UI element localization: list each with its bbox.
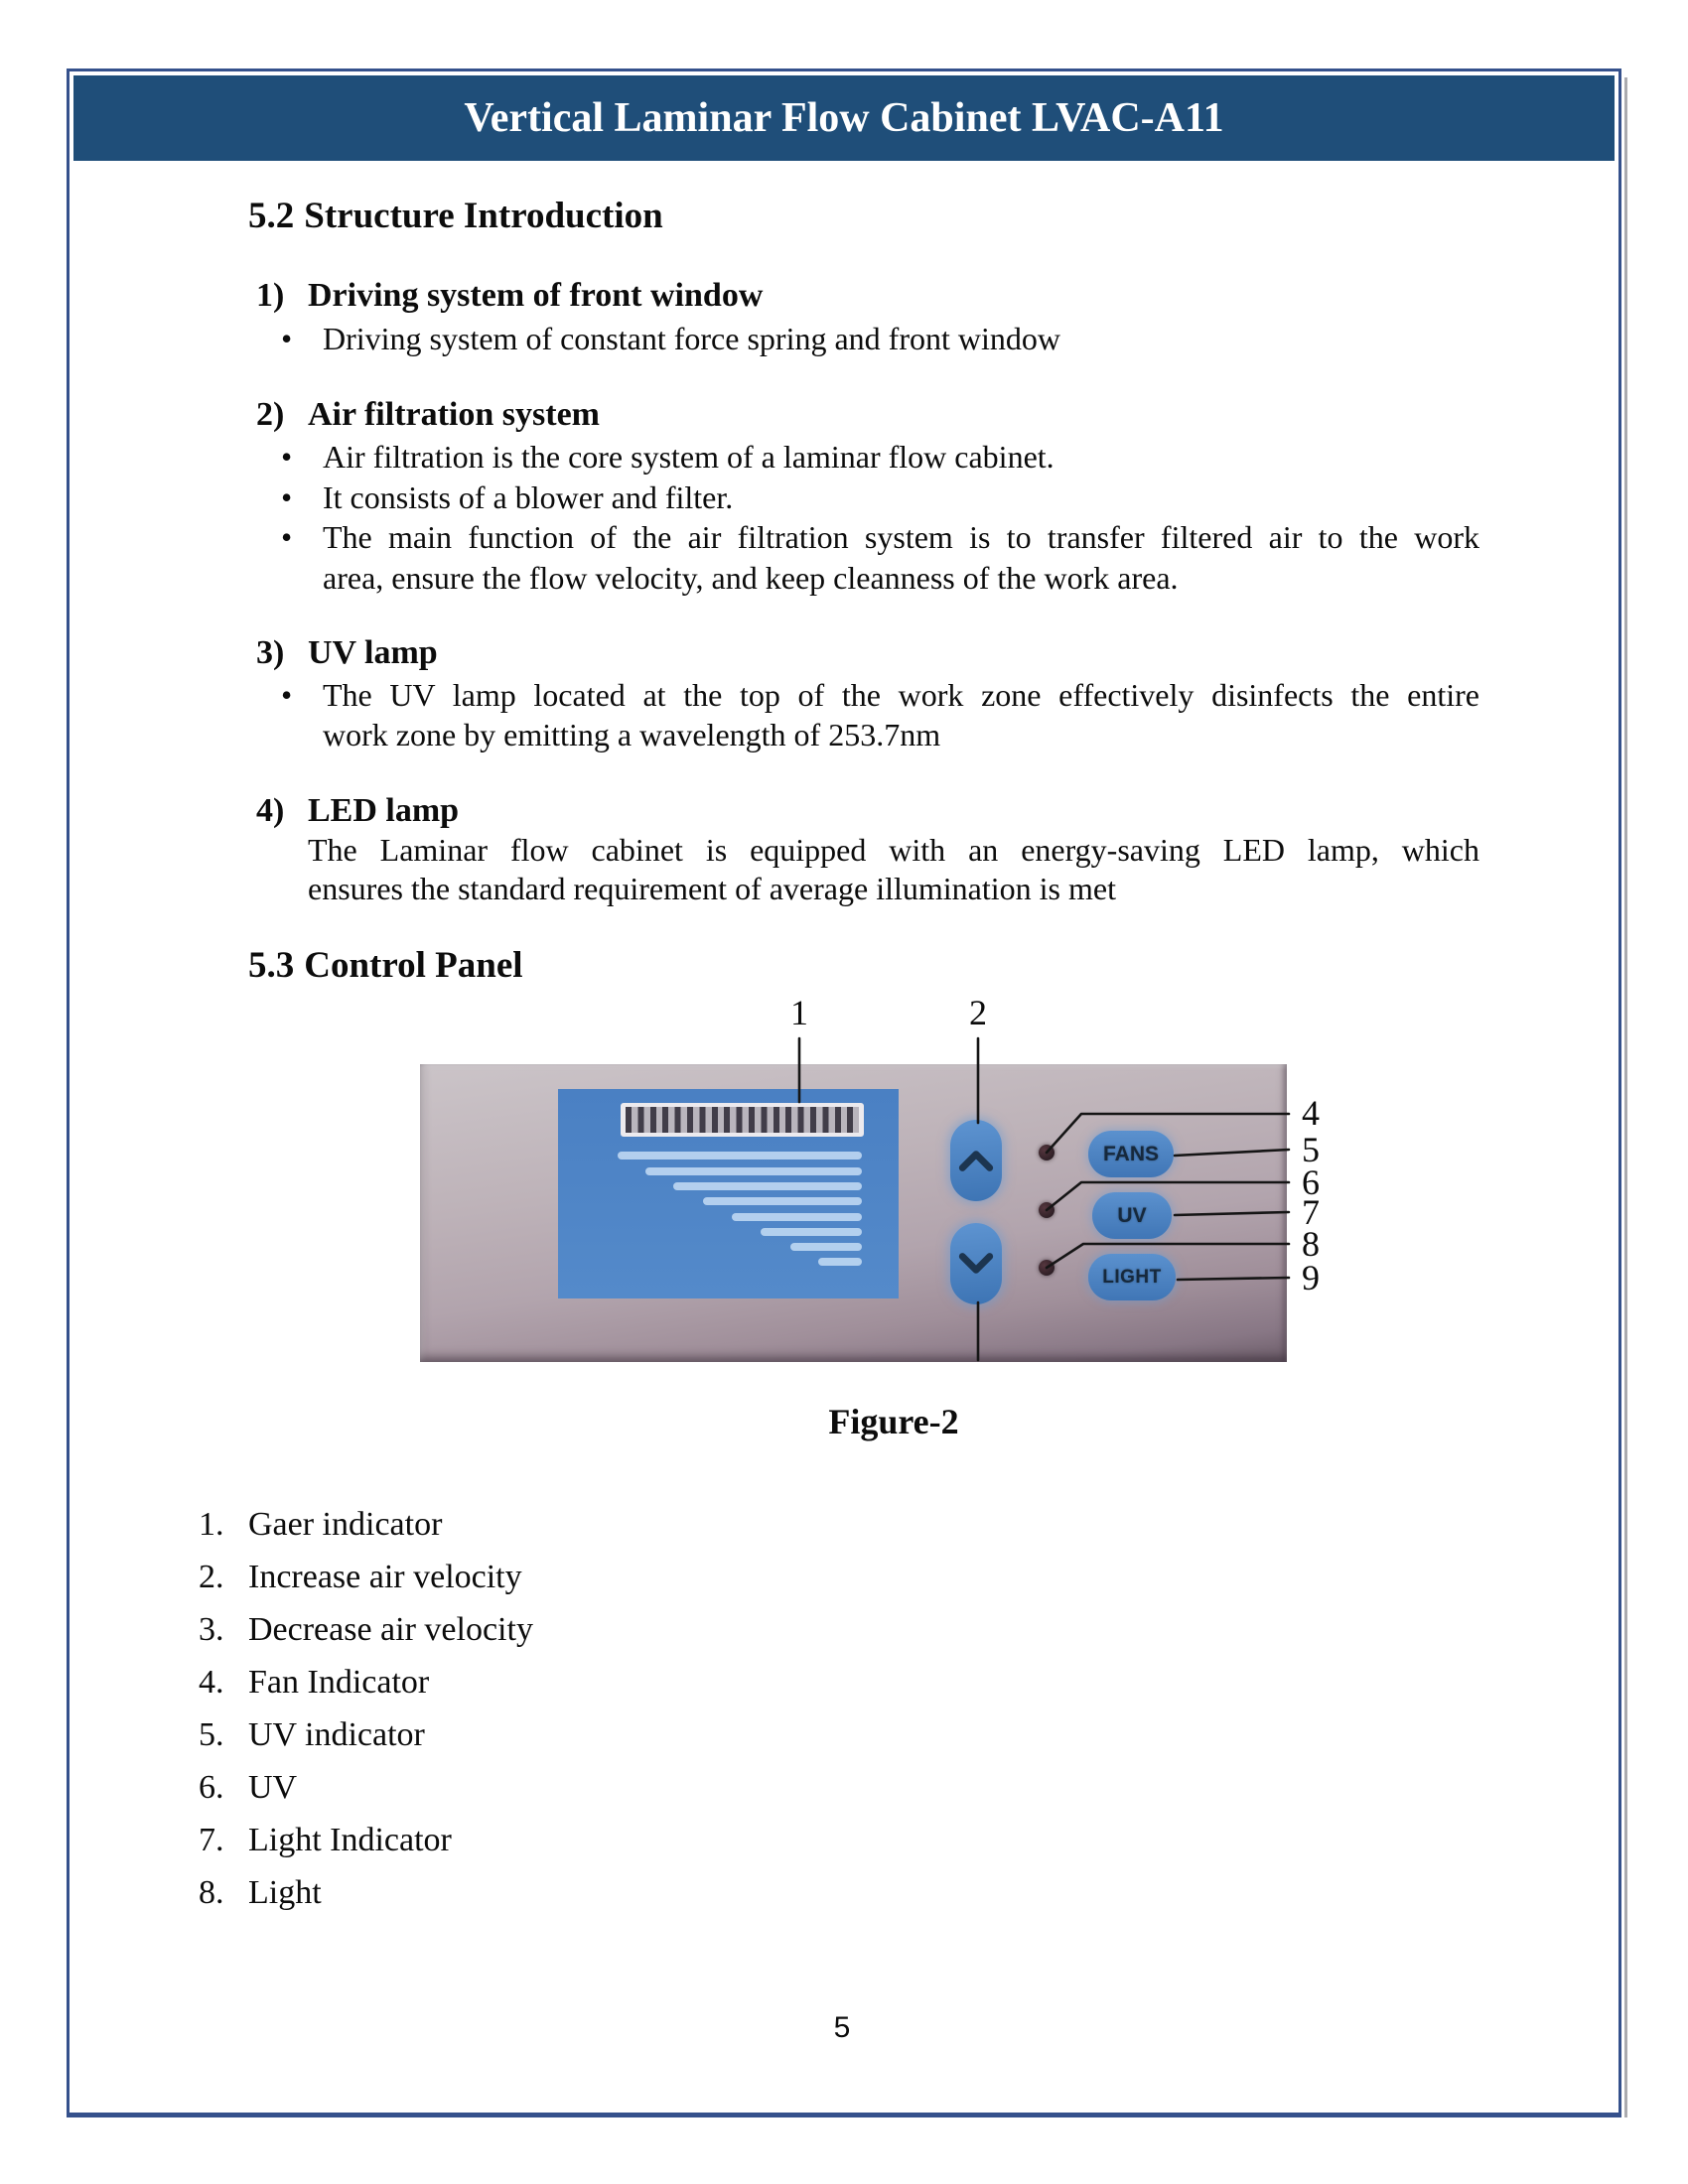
section-title: Structure Introduction [304,196,663,236]
legend-item [199,1814,533,1866]
section-title: Control Panel [304,945,523,986]
bullet-text: Air filtration is the core system of a laminar flow cabinet. [323,439,1055,475]
page-number: 5 [833,2011,851,2044]
callout-number-1: 1 [790,993,808,1032]
paragraph-line: ensures the standard requirement of average illumination is met [308,871,1116,906]
legend-label: Decrease air velocity [248,1611,533,1648]
legend-label: UV indicator [248,1716,425,1753]
bullet-icon: • [281,479,293,515]
legend-item [199,1761,533,1814]
legend-item [199,1708,533,1761]
legend-label: UV [248,1769,298,1806]
legend-label: Increase air velocity [248,1559,522,1595]
callout-number-8: 8 [1302,1224,1320,1264]
bullet-item [281,517,1479,599]
bullet-text-line: work zone by emitting a wavelength of 253.7nm [323,717,941,752]
legend-number: 6. [199,1769,224,1806]
legend-label: Light [248,1874,322,1911]
figure-caption: Figure-2 [828,1402,959,1441]
item-heading-3 [256,631,438,675]
callout-number-4: 4 [1302,1093,1320,1133]
legend-label: Gaer indicator [248,1506,443,1543]
legend-number: 1. [199,1506,224,1543]
uv-button: UV [1092,1192,1172,1239]
legend-number: 2. [199,1559,224,1595]
callout-lines-overlay [0,983,1688,1400]
bullet-item [281,675,1479,754]
legend-number: 4. [199,1664,224,1701]
item-heading-2 [256,393,600,437]
callout-number-5: 5 [1302,1130,1320,1169]
bullet-text: Driving system of constant force spring and front window [323,321,1060,356]
bullet-item [281,478,1479,518]
legend-item [199,1551,533,1603]
item-title: Driving system of front window [308,277,764,314]
item-title: LED lamp [308,792,460,829]
legend-item [199,1603,533,1656]
item-number: 1) [256,277,285,314]
legend-number: 7. [199,1822,224,1858]
bullet-item [281,437,1479,478]
legend-label: Light Indicator [248,1822,452,1858]
bullet-icon: • [281,321,293,356]
light-button: LIGHT [1088,1254,1176,1300]
item-number: 4) [256,792,285,829]
bullet-icon: • [281,677,293,713]
legend-number: 8. [199,1874,224,1911]
callout-number-6: 6 [1302,1162,1320,1202]
callout-line-5 [1175,1150,1289,1156]
item-number: 2) [256,396,285,433]
callout-number-7: 7 [1302,1192,1320,1232]
bullet-icon: • [281,439,293,475]
bullet-text: It consists of a blower and filter. [323,479,734,515]
bullet-text-line: The UV lamp located at the top of the work zone effectively disinfects the entire [323,677,1479,713]
callout-line-8 [1047,1244,1289,1268]
legend-number: 3. [199,1611,224,1648]
callout-number-2: 2 [969,993,987,1032]
callout-line-7 [1175,1212,1289,1215]
bullet-text-line: area, ensure the flow velocity, and keep cleanness of the work area. [323,560,1179,596]
item-title: UV lamp [308,634,438,671]
section-heading-5-3 [248,944,523,988]
callout-line-6 [1047,1182,1289,1210]
legend-list [199,1498,533,1919]
page-title: Vertical Laminar Flow Cabinet LVAC-A11 [464,95,1224,141]
legend-label: Fan Indicator [248,1664,430,1701]
legend-number: 5. [199,1716,224,1753]
section-number: 5.3 [248,945,295,986]
legend-item [199,1498,533,1551]
item-heading-4 [256,789,459,833]
item-title: Air filtration system [308,396,600,433]
item-paragraph [308,831,1479,908]
fans-button: FANS [1088,1131,1174,1177]
callout-line-4 [1047,1114,1289,1153]
bullet-item [281,319,1479,359]
item-number: 3) [256,634,285,671]
bullet-icon: • [281,519,293,555]
legend-item [199,1656,533,1708]
item-heading-1 [256,274,763,318]
section-heading-5-2 [248,195,663,238]
legend-item [199,1866,533,1919]
paragraph-line: The Laminar flow cabinet is equipped with an energy-saving LED lamp, which [308,832,1479,868]
callout-number-9: 9 [1302,1258,1320,1297]
bullet-text-line: The main function of the air filtration system is to transfer filtered air to the work [323,519,1479,555]
header-bar [73,75,1615,161]
callout-line-9 [1178,1278,1289,1280]
section-number: 5.2 [248,196,295,236]
